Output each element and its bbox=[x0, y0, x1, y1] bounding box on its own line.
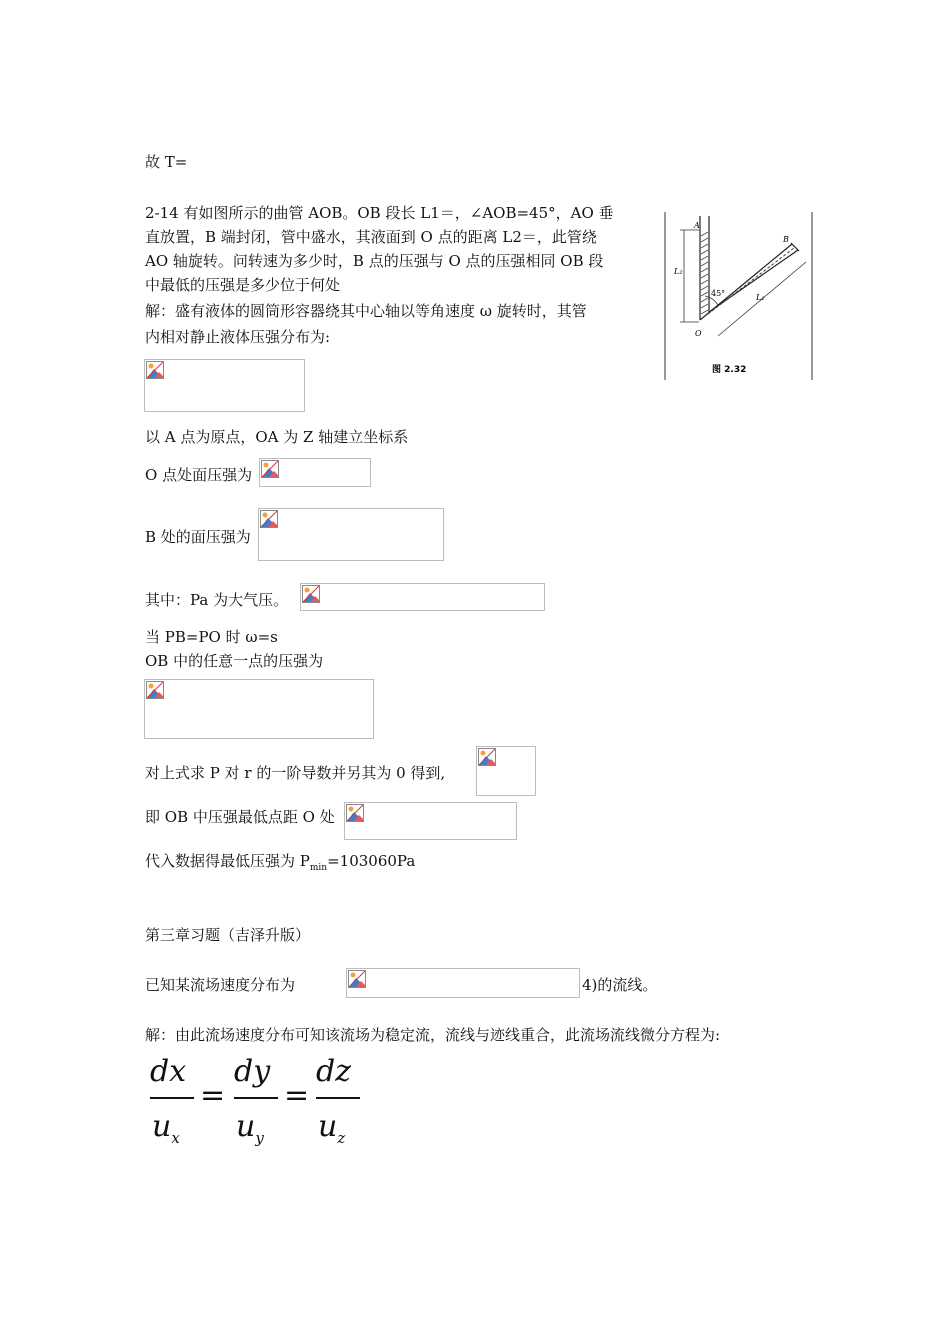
problem-line: 2-14 有如图所示的曲管 AOB。OB 段长 L1＝，∠AOB=45°，AO 垂 bbox=[145, 204, 614, 222]
broken-image-formula bbox=[300, 583, 545, 611]
pmin-value: =103060Pa bbox=[327, 852, 416, 870]
broken-image-formula bbox=[346, 968, 580, 998]
broken-image-icon bbox=[146, 681, 164, 699]
label-O: O bbox=[695, 329, 702, 338]
fraction-bar bbox=[316, 1097, 360, 1099]
bent-pipe-diagram bbox=[664, 212, 814, 380]
label-L1: L₁ bbox=[756, 293, 765, 302]
broken-image-icon bbox=[260, 510, 278, 528]
broken-image-formula bbox=[476, 746, 536, 796]
problem-line: AO 轴旋转。问转速为多少时，B 点的压强与 O 点的压强相同 OB 段 bbox=[145, 252, 604, 270]
broken-image-icon bbox=[302, 585, 320, 603]
fraction-bar bbox=[150, 1097, 194, 1099]
text-o-pressure: O 点处面压强为 bbox=[145, 466, 253, 484]
text-derivative: 对上式求 P 对 r 的一阶导数并另其为 0 得到, bbox=[145, 764, 446, 782]
text-coordinate-system: 以 A 点为原点，OA 为 Z 轴建立坐标系 bbox=[145, 428, 409, 446]
eq-den-ux: $u_x$ bbox=[152, 1109, 180, 1147]
label-B: B bbox=[783, 235, 789, 244]
text-solution-2: 解：由此流场速度分布可知该流场为稳定流，流线与迹线重合，此流场流线微分方程为: bbox=[145, 1026, 721, 1044]
text-flow-prefix: 已知某流场速度分布为 bbox=[145, 976, 296, 994]
text-pmin bbox=[145, 850, 415, 879]
broken-image-formula bbox=[258, 508, 444, 561]
pmin-subscript: min bbox=[309, 863, 328, 873]
eq-den-uy: $u_y$ bbox=[236, 1109, 264, 1147]
figure-caption: 图 2.32 bbox=[712, 365, 747, 375]
figure-2-32 bbox=[664, 212, 814, 380]
text-pa-note: 其中：Pa 为大气压。 bbox=[145, 591, 289, 609]
text-omega: 当 PB=PO 时 ω=s bbox=[145, 628, 278, 646]
text-ob-any-point: OB 中的任意一点的压强为 bbox=[145, 652, 324, 670]
broken-image-icon bbox=[478, 748, 496, 766]
eq-num-dz: dz bbox=[316, 1054, 352, 1089]
broken-image-formula bbox=[144, 359, 305, 412]
broken-image-icon bbox=[348, 970, 366, 988]
text-line-T: 故 T= bbox=[145, 153, 188, 171]
broken-image-formula bbox=[344, 802, 517, 840]
broken-image-icon bbox=[261, 460, 279, 478]
eq-num-dy: dy bbox=[234, 1054, 271, 1089]
equals-sign: = bbox=[200, 1078, 226, 1113]
broken-image-formula bbox=[259, 458, 371, 487]
streamline-equation bbox=[148, 1054, 363, 1154]
text-flow-suffix: 4)的流线。 bbox=[582, 976, 658, 994]
broken-image-formula bbox=[144, 679, 374, 739]
chapter-heading: 第三章习题（吉泽升版） bbox=[145, 926, 311, 944]
pmin-prefix: 代入数据得最低压强为 P bbox=[145, 852, 310, 870]
eq-num-dx: dx bbox=[150, 1054, 187, 1089]
equals-sign: = bbox=[284, 1078, 310, 1113]
broken-image-icon bbox=[346, 804, 364, 822]
text-b-pressure: B 处的面压强为 bbox=[145, 528, 251, 546]
problem-line: 中最低的压强是多少位于何处 bbox=[145, 276, 341, 294]
eq-den-uz: $u_z$ bbox=[318, 1109, 346, 1147]
label-angle: 45° bbox=[711, 289, 726, 298]
problem-line: 直放置，B 端封闭，管中盛水，其液面到 O 点的距离 L2＝，此管绕 bbox=[145, 228, 597, 246]
label-A: A bbox=[694, 221, 700, 230]
text-lowest-position: 即 OB 中压强最低点距 O 处 bbox=[145, 808, 335, 826]
solution-line: 解：盛有液体的圆筒形容器绕其中心轴以等角速度 ω 旋转时，其管 bbox=[145, 302, 587, 320]
label-L2: L₂ bbox=[674, 267, 683, 276]
solution-line: 内相对静止液体压强分布为: bbox=[145, 328, 331, 346]
broken-image-icon bbox=[146, 361, 164, 379]
fraction-bar bbox=[234, 1097, 278, 1099]
